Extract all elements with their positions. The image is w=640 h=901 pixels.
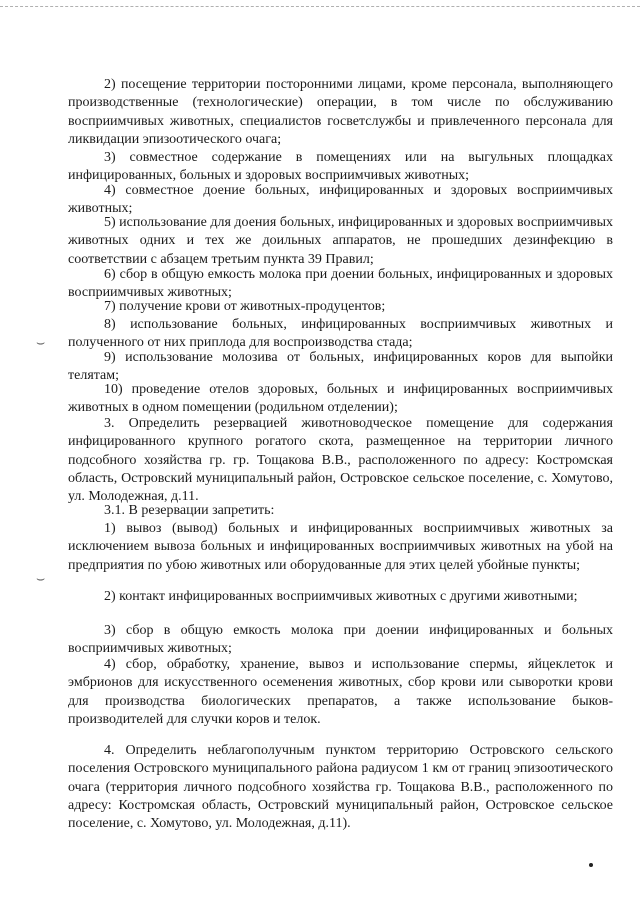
scan-mark: ⌣ [36, 572, 46, 587]
paragraph: 3) совместное содержание в помещениях или на выгульных площадках инфицированных, больных и здоровых восприимчивых животных; [68, 150, 613, 184]
paragraph: 2) посещение территории посторонними лицами, кроме персонала, выполняющего производственные (технологические) операции, в том числе по обслуживанию восприимчивых животных, специалистов госветслужбы и привлеченного персонала для ликвидации эпизоотического очага; [68, 77, 613, 147]
paragraph: 3. Определить резервацией животноводческое помещение для содержания инфицированного крупного рогатого скота, размещенное на территории личного подсобного хозяйства гр. гр. Тощакова В.В., расположенного по адресу: Костромская область, Островский муниципальный район, Островское сельское поселение, с. Хомутово, ул. Молодежная, д.11. [68, 416, 613, 505]
paragraph: 8) использование больных, инфицированных восприимчивых животных и полученного от них приплода для воспроизводства стада; [68, 317, 613, 351]
scan-dot [589, 863, 593, 867]
scan-mark: ⌣ [36, 336, 46, 351]
paragraph: 9) использование молозива от больных, инфицированных коров для выпойки телятам; [68, 350, 613, 384]
paragraph: 3) сбор в общую емкость молока при доении инфицированных и больных восприимчивых животных; [68, 623, 613, 657]
paragraph: 5) использование для доения больных, инфицированных и здоровых восприимчивых животных одних и тех же доильных аппаратов, не прошедших дезинфекцию в соответствии с абзацем третьим пункта 39 Правил; [68, 215, 613, 267]
paragraph: 6) сбор в общую емкость молока при доении больных, инфицированных и здоровых восприимчивых животных; [68, 267, 613, 301]
paragraph: 3.1. В резервации запретить: [104, 503, 275, 518]
paragraph: 7) получение крови от животных-продуцентов; [104, 299, 386, 314]
paragraph: 1) вывоз (вывод) больных и инфицированных восприимчивых животных за исключением вывоза больных и инфицированных восприимчивых животных на убой на предприятия по убою животных или оборудованные для этих целей убойные пункты; [68, 521, 613, 573]
paragraph: 4. Определить неблагополучным пунктом территорию Островского сельского поселения Островского муниципального района радиусом 1 км от границ эпизоотического очага (территория личного подсобного хозяйства гр. Тощакова В.В., расположенного по адресу: Костромская область, Островский муниципальный район, Островское сельское поселение, с. Хомутово, ул. Молодежная, д.11). [68, 743, 613, 832]
paragraph: 4) сбор, обработку, хранение, вывоз и использование спермы, яйцеклеток и эмбрионов для искусственного осеменения животных, сбор крови или сыворотки крови для производства биологических препаратов, а также использование быков-производителей для случки коров и телок. [68, 657, 613, 727]
top-divider [0, 6, 640, 7]
paragraph: 10) проведение отелов здоровых, больных и инфицированных восприимчивых животных в одном помещении (родильном отделении); [68, 382, 613, 416]
paragraph: 2) контакт инфицированных восприимчивых животных с другими животными; [104, 589, 578, 604]
paragraph: 4) совместное доение больных, инфицированных и здоровых восприимчивых животных; [68, 183, 613, 217]
